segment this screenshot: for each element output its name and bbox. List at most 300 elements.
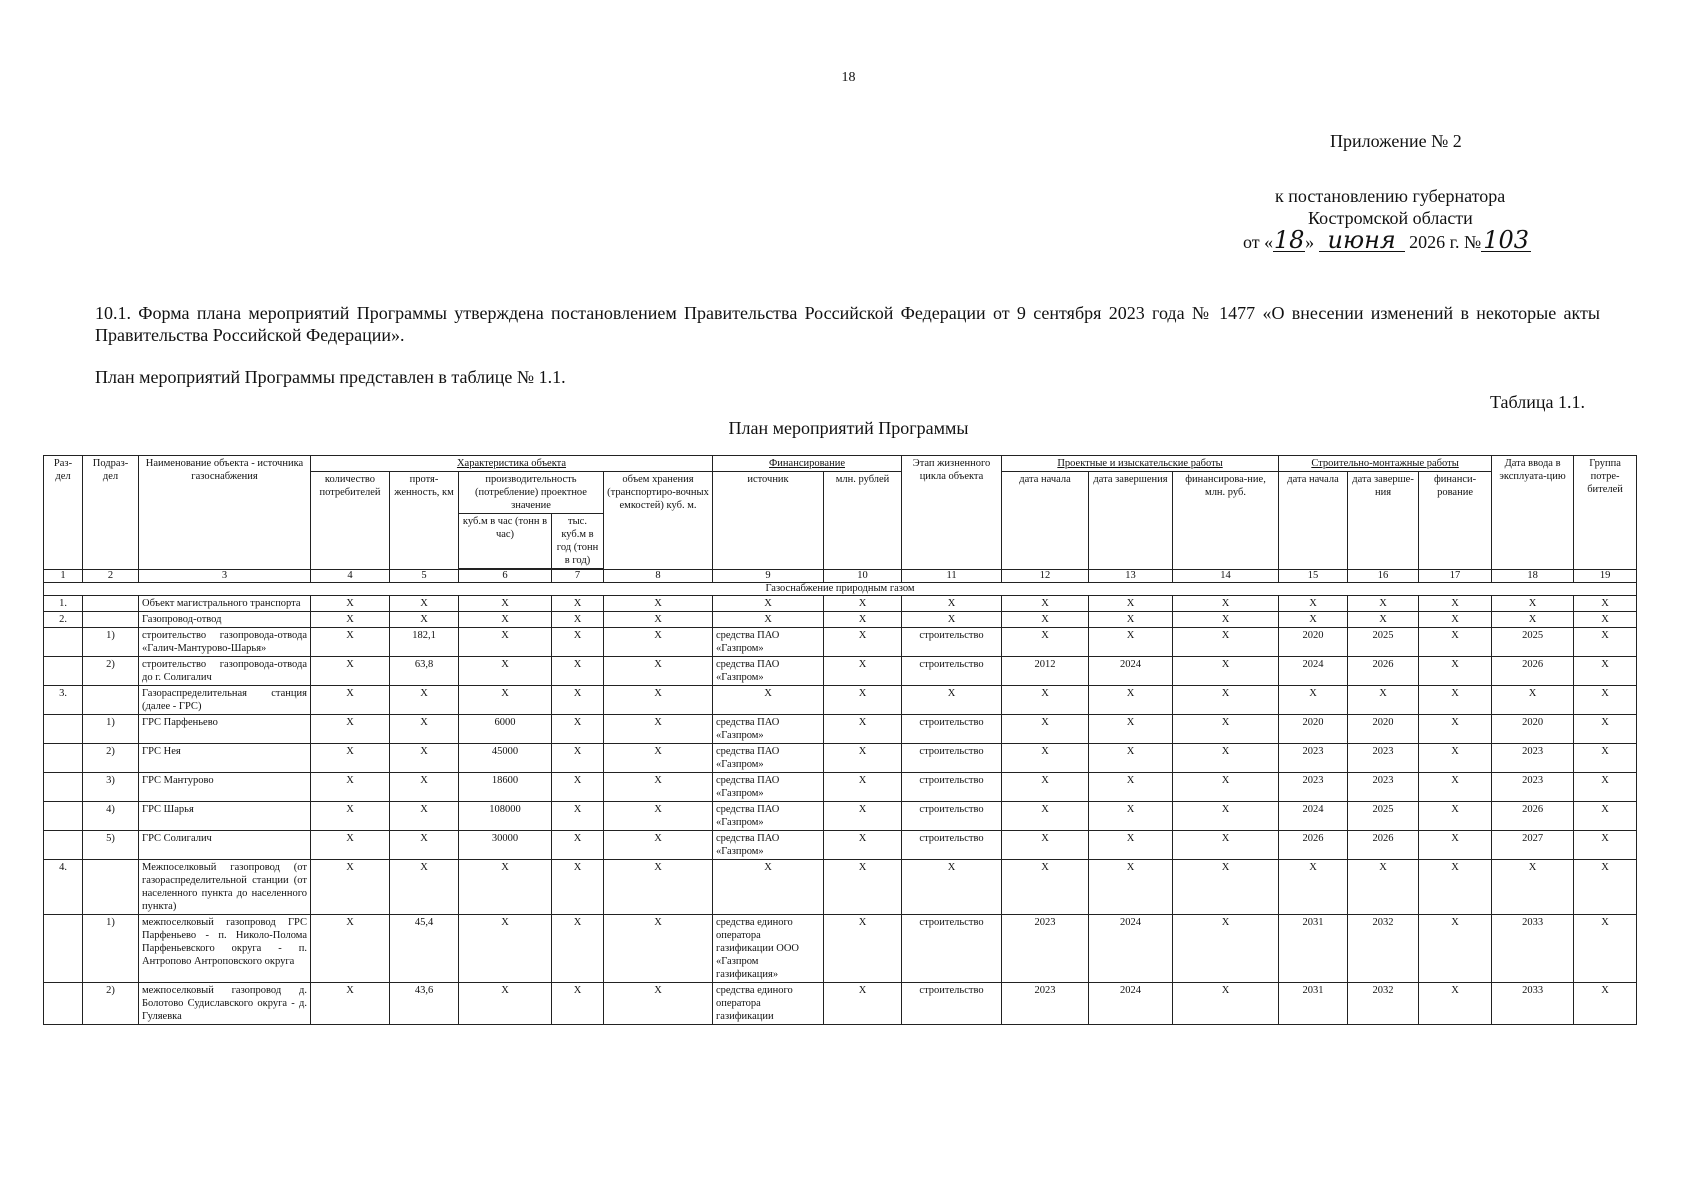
object-name-cell: ГРС Парфеньево	[139, 715, 311, 744]
table-cell: X	[1574, 773, 1637, 802]
table-cell: 2)	[83, 983, 139, 1025]
table-cell: X	[1348, 686, 1419, 715]
table-cell	[44, 628, 83, 657]
table-cell: X	[1089, 715, 1173, 744]
table-cell: X	[311, 628, 390, 657]
table-cell	[44, 983, 83, 1025]
header-financing: Финансирование	[713, 456, 902, 472]
table-cell: 1.	[44, 596, 83, 612]
table-cell: X	[1419, 715, 1492, 744]
col-num: 12	[1002, 570, 1089, 583]
header-name: Наименование объекта - источника газоснабжения	[139, 456, 311, 570]
table-cell: 18600	[459, 773, 552, 802]
table-cell: X	[390, 744, 459, 773]
table-cell	[44, 715, 83, 744]
table-cell: 2024	[1279, 657, 1348, 686]
table-cell: 2027	[1492, 831, 1574, 860]
header-characteristics: Характеристика объекта	[311, 456, 713, 472]
table-cell: X	[1173, 686, 1279, 715]
table-cell: 2023	[1002, 915, 1089, 983]
table-cell: X	[311, 596, 390, 612]
header-design-start: дата начала	[1002, 472, 1089, 570]
table-cell: 6000	[459, 715, 552, 744]
table-cell: X	[1002, 744, 1089, 773]
table-cell: X	[1089, 831, 1173, 860]
table-cell: X	[1173, 628, 1279, 657]
col-num: 18	[1492, 570, 1574, 583]
table-cell: 45000	[459, 744, 552, 773]
table-cell: X	[1492, 596, 1574, 612]
source-cell: X	[713, 860, 824, 915]
table-cell: X	[824, 744, 902, 773]
table-cell: X	[824, 686, 902, 715]
table-cell: 2)	[83, 744, 139, 773]
table-cell: X	[1574, 657, 1637, 686]
table-cell: X	[1089, 612, 1173, 628]
table-cell: X	[1279, 860, 1348, 915]
source-cell: средства ПАО «Газпром»	[713, 773, 824, 802]
table-cell: X	[1419, 596, 1492, 612]
table-cell	[44, 802, 83, 831]
col-num: 3	[139, 570, 311, 583]
table-cell: X	[1574, 860, 1637, 915]
table-cell: X	[1574, 831, 1637, 860]
table-cell: X	[824, 802, 902, 831]
header-group: Группа потре-бителей	[1574, 456, 1637, 570]
table-cell	[44, 744, 83, 773]
table-cell: X	[1173, 802, 1279, 831]
table-cell: X	[552, 915, 604, 983]
col-num: 13	[1089, 570, 1173, 583]
col-num: 16	[1348, 570, 1419, 583]
table-cell: X	[1348, 596, 1419, 612]
table-cell: X	[1279, 596, 1348, 612]
table-cell: 2023	[1348, 744, 1419, 773]
table-cell: X	[1002, 773, 1089, 802]
table-cell: X	[1492, 612, 1574, 628]
table-cell: строительство	[902, 715, 1002, 744]
table-cell: X	[1574, 983, 1637, 1025]
table-cell: 2020	[1279, 715, 1348, 744]
table-cell	[44, 657, 83, 686]
table-cell: X	[824, 596, 902, 612]
table-cell: X	[390, 596, 459, 612]
table-cell: 2026	[1492, 657, 1574, 686]
table-cell: X	[552, 715, 604, 744]
table-cell: 2024	[1279, 802, 1348, 831]
table-cell: X	[390, 612, 459, 628]
table-title: План мероприятий Программы	[728, 418, 969, 438]
table-cell: X	[1089, 860, 1173, 915]
table-cell: X	[459, 983, 552, 1025]
table-row	[44, 831, 1637, 860]
object-name-cell: Газораспределительная станция (далее - ГРС)	[139, 686, 311, 715]
table-cell	[83, 686, 139, 715]
paragraph-form-plan: 10.1. Форма плана мероприятий Программы утверждена постановлением Правительства Российской Федерации от 9 сентября 2023 года № 1477 «О внесении изменений в некоторые акты Правительства Российской Федерации».	[95, 303, 1600, 345]
table-cell: 182,1	[390, 628, 459, 657]
table-cell: X	[1173, 915, 1279, 983]
table-cell: X	[604, 802, 713, 831]
table-cell: X	[1492, 860, 1574, 915]
table-cell: X	[311, 715, 390, 744]
table-cell: X	[1173, 773, 1279, 802]
table-cell: 3)	[83, 773, 139, 802]
source-cell: X	[713, 596, 824, 612]
table-cell: X	[1574, 915, 1637, 983]
table-cell: X	[1173, 596, 1279, 612]
table-cell: X	[824, 983, 902, 1025]
table-cell: X	[459, 612, 552, 628]
table-cell: X	[604, 983, 713, 1025]
table-cell: строительство	[902, 802, 1002, 831]
table-cell: X	[1419, 831, 1492, 860]
table-cell: X	[1089, 744, 1173, 773]
table-cell: 63,8	[390, 657, 459, 686]
table-cell: 43,6	[390, 983, 459, 1025]
header-cap-hour: куб.м в час (тонн в час)	[459, 514, 552, 569]
table-row	[44, 983, 1637, 1025]
table-cell: X	[552, 686, 604, 715]
table-cell: 2024	[1089, 915, 1173, 983]
table-cell: X	[1419, 612, 1492, 628]
table-cell: X	[311, 860, 390, 915]
table-cell: 2020	[1492, 715, 1574, 744]
table-row	[44, 773, 1637, 802]
table-cell: X	[1574, 686, 1637, 715]
table-cell: 5)	[83, 831, 139, 860]
table-cell: X	[604, 686, 713, 715]
table-cell: X	[824, 773, 902, 802]
table-cell: 1)	[83, 915, 139, 983]
table-cell: X	[311, 773, 390, 802]
header-mln: млн. рублей	[824, 472, 902, 570]
table-row	[44, 612, 1637, 628]
table-cell: 30000	[459, 831, 552, 860]
table-cell: X	[824, 715, 902, 744]
table-cell: X	[552, 596, 604, 612]
table-cell: 2026	[1348, 831, 1419, 860]
table-cell: X	[902, 612, 1002, 628]
table-cell: 4)	[83, 802, 139, 831]
table-cell: 1)	[83, 628, 139, 657]
table-cell: X	[390, 860, 459, 915]
table-cell: 2025	[1348, 802, 1419, 831]
col-num: 7	[552, 570, 604, 583]
table-cell: X	[552, 628, 604, 657]
table-cell: X	[1173, 612, 1279, 628]
table-cell: 2024	[1089, 657, 1173, 686]
table-cell: X	[1002, 860, 1089, 915]
table-cell: X	[459, 915, 552, 983]
col-num: 9	[713, 570, 824, 583]
table-cell: X	[1002, 686, 1089, 715]
table-row	[44, 686, 1637, 715]
object-name-cell: строительство газопровода-отвода до г. Солигалич	[139, 657, 311, 686]
table-cell: X	[1574, 744, 1637, 773]
table-cell: 2023	[1279, 744, 1348, 773]
table-cell: X	[1089, 686, 1173, 715]
table-row	[44, 860, 1637, 915]
col-num: 4	[311, 570, 390, 583]
col-num: 14	[1173, 570, 1279, 583]
source-cell: средства ПАО «Газпром»	[713, 744, 824, 773]
appendix-title: Приложение № 2	[1330, 131, 1462, 151]
table-cell: 4.	[44, 860, 83, 915]
table-cell: X	[604, 860, 713, 915]
table-cell: X	[1002, 802, 1089, 831]
table-cell: X	[1419, 983, 1492, 1025]
table-cell: X	[390, 773, 459, 802]
header-commission: Дата ввода в эксплуата-цию	[1492, 456, 1574, 570]
table-cell: X	[1002, 596, 1089, 612]
table-cell: X	[604, 773, 713, 802]
table-cell: X	[1419, 628, 1492, 657]
table-cell: X	[604, 831, 713, 860]
table-cell: X	[1173, 831, 1279, 860]
table-cell: 2025	[1348, 628, 1419, 657]
table-cell: 2023	[1279, 773, 1348, 802]
table-cell: X	[1419, 802, 1492, 831]
source-cell: средства ПАО «Газпром»	[713, 831, 824, 860]
table-cell: строительство	[902, 628, 1002, 657]
table-cell: 2025	[1492, 628, 1574, 657]
table-cell: X	[390, 686, 459, 715]
header-length: протя-женность, км	[390, 472, 459, 570]
table-cell: X	[1419, 657, 1492, 686]
header-cons-fin: финанси-рование	[1419, 472, 1492, 570]
table-cell: X	[459, 860, 552, 915]
header-cap-year: тыс. куб.м в год (тонн в год)	[552, 514, 604, 569]
appendix-region: Костромской области	[1308, 208, 1473, 228]
table-cell: 2020	[1279, 628, 1348, 657]
table-cell: X	[1419, 860, 1492, 915]
table-label: Таблица 1.1.	[1490, 392, 1585, 412]
table-cell: строительство	[902, 773, 1002, 802]
col-num: 17	[1419, 570, 1492, 583]
table-cell: X	[1089, 773, 1173, 802]
header-capacity: производительность (потребление) проектное значение	[459, 472, 604, 514]
table-cell: 2032	[1348, 915, 1419, 983]
table-cell: X	[1173, 983, 1279, 1025]
col-num: 6	[459, 570, 552, 583]
table-cell: 108000	[459, 802, 552, 831]
table-cell: X	[1419, 686, 1492, 715]
table-cell: X	[390, 831, 459, 860]
table-cell: X	[459, 686, 552, 715]
table-cell: 2026	[1279, 831, 1348, 860]
col-num: 10	[824, 570, 902, 583]
date-year: 2026 г. №	[1409, 232, 1482, 252]
table-cell: строительство	[902, 657, 1002, 686]
table-cell: X	[824, 831, 902, 860]
table-cell: 2031	[1279, 983, 1348, 1025]
object-name-cell: Газопровод-отвод	[139, 612, 311, 628]
table-cell: строительство	[902, 744, 1002, 773]
table-cell: X	[1173, 860, 1279, 915]
table-cell: X	[1419, 915, 1492, 983]
handwritten-month: июня	[1319, 229, 1405, 252]
table-cell: X	[1002, 715, 1089, 744]
object-name-cell: ГРС Нея	[139, 744, 311, 773]
column-numbers-row	[44, 570, 1637, 583]
table-cell: X	[552, 983, 604, 1025]
object-name-cell: ГРС Шарья	[139, 802, 311, 831]
table-cell: X	[1419, 744, 1492, 773]
source-cell: средства единого оператора газификации ООО «Газпром газификация»	[713, 915, 824, 983]
table-cell: X	[604, 915, 713, 983]
table-cell: X	[824, 860, 902, 915]
col-num: 5	[390, 570, 459, 583]
header-source: источник	[713, 472, 824, 570]
table-cell	[44, 915, 83, 983]
source-cell: X	[713, 612, 824, 628]
table-cell: X	[604, 744, 713, 773]
table-cell: 2032	[1348, 983, 1419, 1025]
table-cell: X	[1419, 773, 1492, 802]
object-name-cell: ГРС Солигалич	[139, 831, 311, 860]
table-cell	[83, 860, 139, 915]
table-cell: X	[1089, 596, 1173, 612]
table-cell: строительство	[902, 831, 1002, 860]
section-title: Газоснабжение природным газом	[44, 583, 1637, 596]
handwritten-day: 18	[1273, 226, 1305, 254]
table-cell: X	[390, 802, 459, 831]
table-cell: X	[1492, 686, 1574, 715]
table-row	[44, 744, 1637, 773]
table-cell	[83, 596, 139, 612]
header-design-fin: финансирова-ние, млн. руб.	[1173, 472, 1279, 570]
table-row	[44, 915, 1637, 983]
table-cell: X	[311, 657, 390, 686]
plan-table	[43, 455, 1637, 1025]
table-cell: X	[1348, 860, 1419, 915]
source-cell: X	[713, 686, 824, 715]
table-cell: X	[552, 744, 604, 773]
table-cell: X	[1348, 612, 1419, 628]
object-name-cell: строительство газопровода-отвода «Галич-Мантурово-Шарья»	[139, 628, 311, 657]
table-cell: X	[459, 628, 552, 657]
table-cell: X	[1002, 628, 1089, 657]
appendix-date	[1243, 226, 1531, 254]
table-cell	[44, 773, 83, 802]
table-cell: X	[552, 612, 604, 628]
header-design: Проектные и изыскательские работы	[1002, 456, 1279, 472]
header-storage: объем хранения (транспортиро-вочных емкостей) куб. м.	[604, 472, 713, 570]
table-cell: 3.	[44, 686, 83, 715]
table-cell: X	[552, 657, 604, 686]
handwritten-number: 103	[1481, 229, 1531, 252]
table-cell: 2020	[1348, 715, 1419, 744]
col-num: 1	[44, 570, 83, 583]
table-cell: X	[390, 715, 459, 744]
table-cell: X	[552, 773, 604, 802]
source-cell: средства ПАО «Газпром»	[713, 628, 824, 657]
table-cell: 2023	[1492, 744, 1574, 773]
col-num: 15	[1279, 570, 1348, 583]
table-cell	[44, 831, 83, 860]
table-cell	[83, 612, 139, 628]
table-row	[44, 596, 1637, 612]
table-cell: 2026	[1492, 802, 1574, 831]
header-cons-end: дата заверше-ния	[1348, 472, 1419, 570]
table-cell: X	[459, 596, 552, 612]
table-cell: 2012	[1002, 657, 1089, 686]
table-cell: X	[1279, 612, 1348, 628]
table-cell: X	[1002, 612, 1089, 628]
table-cell: X	[311, 983, 390, 1025]
table-row	[44, 715, 1637, 744]
table-cell: X	[1574, 596, 1637, 612]
table-cell: X	[1574, 612, 1637, 628]
table-cell: 2026	[1348, 657, 1419, 686]
table-cell: 2024	[1089, 983, 1173, 1025]
table-cell: X	[604, 657, 713, 686]
table-row	[44, 628, 1637, 657]
table-cell: 2033	[1492, 915, 1574, 983]
header-construction: Строительно-монтажные работы	[1279, 456, 1492, 472]
table-cell: 2)	[83, 657, 139, 686]
source-cell: средства ПАО «Газпром»	[713, 715, 824, 744]
table-cell: X	[902, 860, 1002, 915]
table-row	[44, 802, 1637, 831]
table-cell: X	[311, 744, 390, 773]
table-cell: 2031	[1279, 915, 1348, 983]
table-cell: X	[1279, 686, 1348, 715]
table-cell: X	[1173, 715, 1279, 744]
table-cell: X	[824, 915, 902, 983]
table-cell: строительство	[902, 915, 1002, 983]
table-cell: X	[1173, 657, 1279, 686]
object-name-cell: ГРС Мантурово	[139, 773, 311, 802]
col-num: 8	[604, 570, 713, 583]
source-cell: средства ПАО «Газпром»	[713, 802, 824, 831]
object-name-cell: Объект магистрального транспорта	[139, 596, 311, 612]
table-cell: X	[824, 612, 902, 628]
table-cell: 45,4	[390, 915, 459, 983]
table-cell: X	[552, 860, 604, 915]
table-cell: X	[1574, 715, 1637, 744]
table-cell: 2023	[1002, 983, 1089, 1025]
table-cell: X	[311, 802, 390, 831]
object-name-cell: Межпоселковый газопровод (от газораспределительной станции (от населенного пункта до населенного пункта)	[139, 860, 311, 915]
table-cell: X	[311, 831, 390, 860]
table-cell: X	[1089, 628, 1173, 657]
date-prefix: от «	[1243, 232, 1274, 252]
header-stage: Этап жизненного цикла объекта	[902, 456, 1002, 570]
source-cell: средства единого оператора газификации	[713, 983, 824, 1025]
table-cell: X	[604, 612, 713, 628]
table-cell: X	[604, 715, 713, 744]
plan-table-body	[44, 596, 1637, 1025]
table-row	[44, 657, 1637, 686]
table-cell: X	[311, 686, 390, 715]
table-cell: 1)	[83, 715, 139, 744]
header-cons-start: дата начала	[1279, 472, 1348, 570]
table-cell: X	[552, 831, 604, 860]
table-cell: X	[604, 628, 713, 657]
appendix-to: к постановлению губернатора	[1275, 186, 1506, 206]
header-consumers: количество потребителей	[311, 472, 390, 570]
table-cell: X	[824, 628, 902, 657]
object-name-cell: межпоселковый газопровод ГРС Парфеньево - п. Николо-Полома Парфеньевского округа - п. Антропово Антроповского округа	[139, 915, 311, 983]
table-cell: X	[1574, 802, 1637, 831]
table-cell: X	[824, 657, 902, 686]
table-cell: 2033	[1492, 983, 1574, 1025]
table-cell: строительство	[902, 983, 1002, 1025]
col-num: 19	[1574, 570, 1637, 583]
table-cell: 2023	[1492, 773, 1574, 802]
table-cell: X	[1574, 628, 1637, 657]
